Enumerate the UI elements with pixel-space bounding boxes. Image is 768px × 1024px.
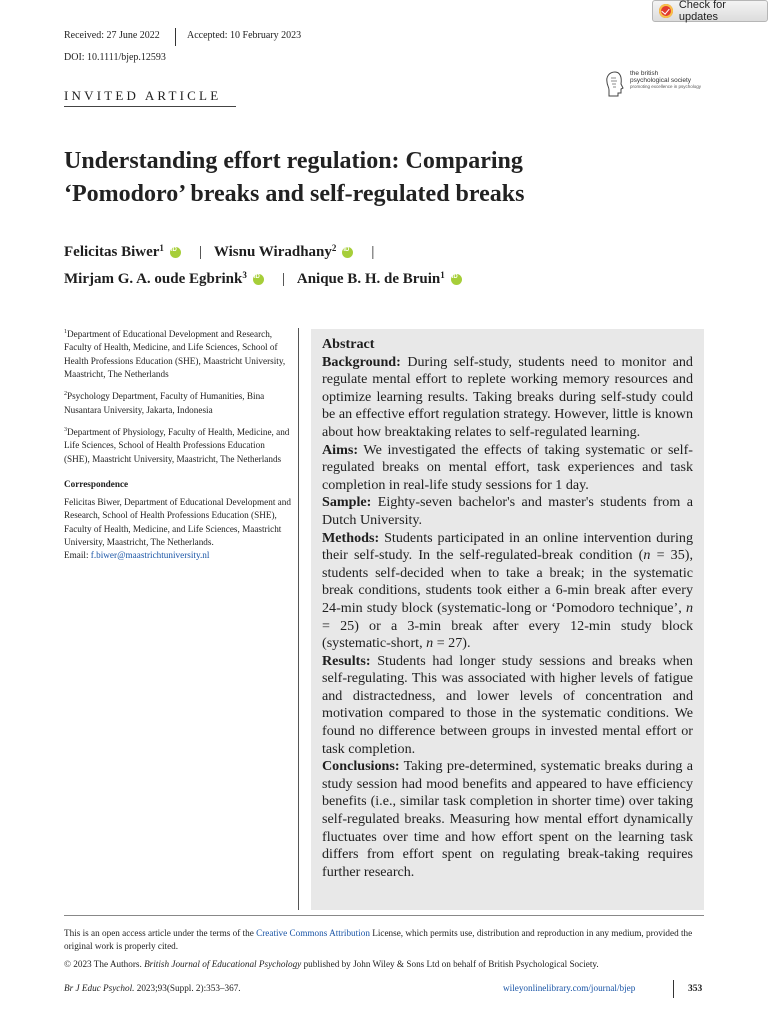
author-separator: | [371,244,375,260]
conclusions-label: Conclusions: [322,758,400,775]
abstract-conclusions [322,758,693,881]
conclusions-text: Taking pre-determined, systematic breaks during a study session had mood benefits and appeared to have efficiency benefits (i.e., similar task completion in shorter time) over taking self-regulated breaks. Measuring how mental effort dynamically fluctuates over time and how effort spent on the learning task differs from effort spent on regulating break-taking requires further research. [322,758,693,880]
abstract-box [311,329,704,910]
abstract-aims [322,442,693,495]
check-updates-label: Check for updates [678,0,726,23]
affiliations [64,326,292,563]
methods-text: Students participated in an online intervention during their self-study. In the self-regulated-break condition ( [322,529,693,564]
title-line-2: ‘Pomodoro’ breaks and self-regulated breaks [64,181,525,207]
results-label: Results: [322,652,371,669]
correspondence-email-link[interactable]: f.biwer@maastrichtuniversity.nl [90,550,210,561]
check-updates-icon [659,4,673,18]
affiliation-number: 1 [64,329,67,335]
correspondence-address: Felicitas Biwer, Department of Educational Development and Research, School of Health Professions Education (SHE), Faculty of Health, Medicine, and Life Sciences, Maastricht University, Maastricht, The Netherlands. [64,497,291,548]
authors-line-1 [64,244,386,261]
copyright-journal: British Journal of Educational Psychology [144,959,302,969]
creative-commons-link[interactable]: Creative Commons Attribution [256,928,370,938]
bps-logo-tagline: promoting excellence in psychology [630,84,702,89]
article-type: INVITED ARTICLE [64,88,222,103]
title-line-1: Understanding effort regulation: Comparing [64,148,523,174]
check-for-updates-button[interactable] [652,0,768,22]
author-affiliation-ref: 2 [331,242,337,253]
author-separator: | [198,244,202,260]
copyright-text: published by John Wiley & Sons Ltd on behalf of British Psychological Society. [301,959,599,969]
bps-logo-line1: the british [630,70,659,77]
copyright-text: © 2023 The Authors. [64,959,145,969]
methods-text: = 27). [433,635,471,652]
footer-rule [64,915,704,916]
article-title [64,145,704,211]
methods-text: = 35), students self-decided when to take a break; in the systematic break conditions, students took either a 6-min break after every 24-min study block (systematic-long or ‘Pomodoro technique’, [322,547,693,616]
journal-url-link[interactable]: wileyonlinelibrary.com/journal/bjep [503,983,636,993]
orcid-icon[interactable] [451,274,462,285]
author-separator: | [281,271,285,287]
author-name[interactable]: Wisnu Wiradhany [213,244,332,260]
sample-label: Sample: [322,494,372,511]
orcid-icon[interactable] [170,247,181,258]
article-type-rule [64,106,236,107]
citation-details: 2023;93(Suppl. 2):353–367. [134,983,241,993]
correspondence-heading: Correspondence [64,478,129,489]
affiliation-item [64,388,292,417]
citation-journal: Br J Educ Psychol. [64,983,135,993]
page-number-divider [673,980,674,998]
methods-label: Methods: [322,529,380,546]
bps-head-icon [604,70,626,98]
abstract-heading: Abstract [322,336,375,352]
header-divider [175,28,176,46]
affiliation-text: Department of Educational Development and Research, Faculty of Health, Medicine, and Life Sciences, School of Health Professions Education (SHE), Maastricht University, Maastricht, The Netherlands [64,329,286,379]
aims-text: We investigated the effects of taking systematic or self-regulated breaks on mental effort, task experiences and task completion in real-life study sessions for 1 day. [322,441,693,493]
bps-logo-line2: psychological society [630,77,692,84]
affiliation-item [64,326,292,381]
methods-n: n [643,547,651,564]
accepted-date: Accepted: 10 February 2023 [187,30,302,41]
background-label: Background: [322,353,401,370]
received-date: Received: 27 June 2022 [64,30,160,41]
copyright-notice [64,959,704,969]
results-text: Students had longer study sessions and breaks when self-regulating. This was associated with higher levels of fatigue and distractedness, and lower levels of concentration and motivation compared to those in the systematic conditions. We found no difference between groups in invested mental effort or task completion. [322,652,693,757]
author-name[interactable]: Mirjam G. A. oude Egbrink [64,271,243,287]
affiliation-number: 3 [64,426,67,433]
abstract-background [322,354,693,442]
authors-line-2 [64,271,466,288]
sample-text: Eighty-seven bachelor's and master's students from a Dutch University. [322,494,693,528]
aims-label: Aims: [322,441,359,458]
author-name[interactable]: Felicitas Biwer [64,244,160,260]
affiliation-item [64,424,292,466]
author-name[interactable]: Anique B. H. de Bruin [296,271,441,287]
orcid-icon[interactable] [342,247,353,258]
abstract-results [322,653,693,759]
journal-citation [64,983,241,993]
bps-logo [604,70,714,100]
correspondence-text [64,496,292,562]
page-number: 353 [688,984,703,994]
background-text: During self-study, students need to monitor and regulate mental effort to replete working memory resources and optimize learning results. Taking breaks during self-study could be an effective effort regulation strategy. However, little is known about how breaktaking relates to self-regulated learning. [322,353,693,440]
email-label: Email: [64,550,91,561]
column-divider [298,328,299,910]
affiliation-text: Department of Physiology, Faculty of Health, Medicine, and Life Sciences, School of Health Professions Education (SHE), Maastricht University, Maastricht, The Netherlands [64,426,290,464]
orcid-icon[interactable] [253,274,264,285]
license-text: License, which permits use, distribution and reproduction in any medium, provided the original work is properly cited. [64,928,693,951]
author-affiliation-ref: 1 [159,242,164,253]
author-affiliation-ref: 3 [242,269,247,280]
license-notice [64,927,708,952]
doi[interactable]: DOI: 10.1111/bjep.12593 [64,52,166,63]
abstract-sample [322,494,693,529]
affiliation-number: 2 [64,391,67,398]
methods-text: = 25) or a 3-min break after every 12-min study block (systematic-short, [322,617,693,652]
methods-n: n [685,599,693,616]
affiliation-text: Psychology Department, Faculty of Humanities, Bina Nusantara University, Jakarta, Indonesia [64,391,265,415]
abstract-methods [322,530,693,653]
license-text: This is an open access article under the terms of the [64,928,257,938]
methods-n: n [426,635,434,652]
author-affiliation-ref: 1 [440,269,445,280]
